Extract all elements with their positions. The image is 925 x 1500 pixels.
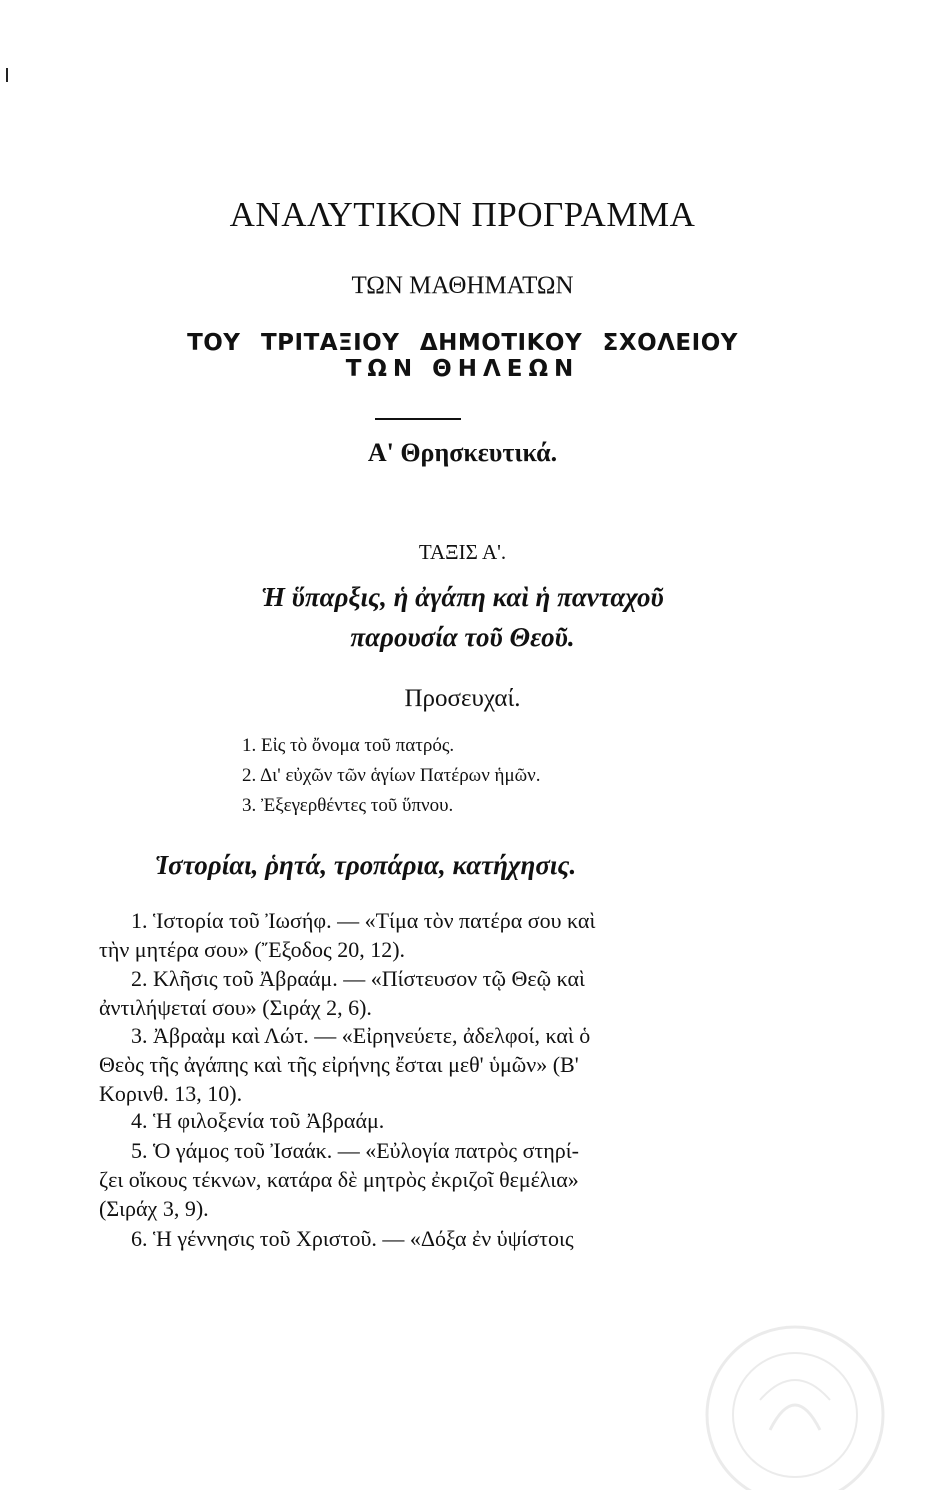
body-line: Κορινθ. 13, 10). — [99, 1081, 243, 1106]
margin-mark — [6, 68, 8, 82]
body-line: 3. Ἀβραὰμ καὶ Λώτ. — «Εἰρηνεύετε, ἀδελφοί, καὶ ὁ — [131, 1023, 591, 1048]
topic-heading-line1: Ἡ ὕπαρξις, ἡ ἀγάπη καὶ ἡ πανταχοῦ — [261, 582, 664, 612]
body-line: 2. Κλῆσις τοῦ Ἀβραάμ. — «Πίστευσον τῷ Θεῷ καὶ — [131, 966, 585, 991]
section-heading: Α' Θρησκευτικά. — [367, 438, 558, 467]
body-line: 4. Ἡ φιλοξενία τοῦ Ἀβραάμ. — [131, 1108, 385, 1133]
body-line: ἀντιλήψεταί σου» (Σιράχ 2, 6). — [99, 995, 372, 1020]
school-heading-line1: ΤΟΥ ΤΡΙΤΑΞΙΟΥ ΔΗΜΟΤΙΚΟΥ ΣΧΟΛΕΙΟΥ — [187, 330, 738, 356]
class-label: ΤΑΞΙΣ Α'. — [418, 540, 507, 564]
document-subtitle: ΤΩΝ ΜΑΘΗΜΑΤΩΝ — [351, 272, 574, 299]
body-line: 5. Ὁ γάμος τοῦ Ἰσαάκ. — «Εὐλογία πατρὸς στηρί- — [131, 1138, 579, 1163]
body-line: ζει οἴκους τέκνων, κατάρα δὲ μητρὸς ἐκριζοῖ θεμέλια» — [99, 1167, 579, 1192]
prayers-heading: Προσευχαί. — [404, 685, 521, 712]
school-heading-line2: ΤΩΝ ΘΗΛΕΩΝ — [345, 356, 580, 382]
body-line: 6. Ἡ γέννησις τοῦ Χριστοῦ. — «Δόξα ἐν ὑψίστοις — [131, 1226, 574, 1251]
prayer-item: 2. Δι' εὐχῶν τῶν ἁγίων Πατέρων ἡμῶν. — [242, 765, 541, 786]
prayer-item: 1. Εἰς τὸ ὄνομα τοῦ πατρός. — [242, 735, 455, 756]
university-seal-icon — [700, 1320, 890, 1490]
document-title: ΑΝΑΛΥΤΙΚΟΝ ΠΡΟΓΡΑΜΜΑ — [229, 195, 696, 234]
stories-heading: Ἱστορίαι, ῥητά, τροπάρια, κατήχησις. — [155, 850, 577, 880]
topic-heading-line2: παρουσία τοῦ Θεοῦ. — [350, 622, 575, 652]
divider-rule — [375, 418, 461, 420]
prayer-item: 3. Ἐξεγερθέντες τοῦ ὕπνου. — [242, 795, 454, 816]
body-line: 1. Ἱστορία τοῦ Ἰωσήφ. — «Τίμα τὸν πατέρα σου καὶ — [131, 908, 596, 933]
body-line: Θεὸς τῆς ἀγάπης καὶ τῆς εἰρήνης ἔσται μεθ' ὑμῶν» (Β' — [99, 1052, 579, 1077]
body-line: (Σιράχ 3, 9). — [99, 1196, 209, 1221]
body-line: τὴν μητέρα σου» (Ἔξοδος 20, 12). — [99, 937, 406, 962]
